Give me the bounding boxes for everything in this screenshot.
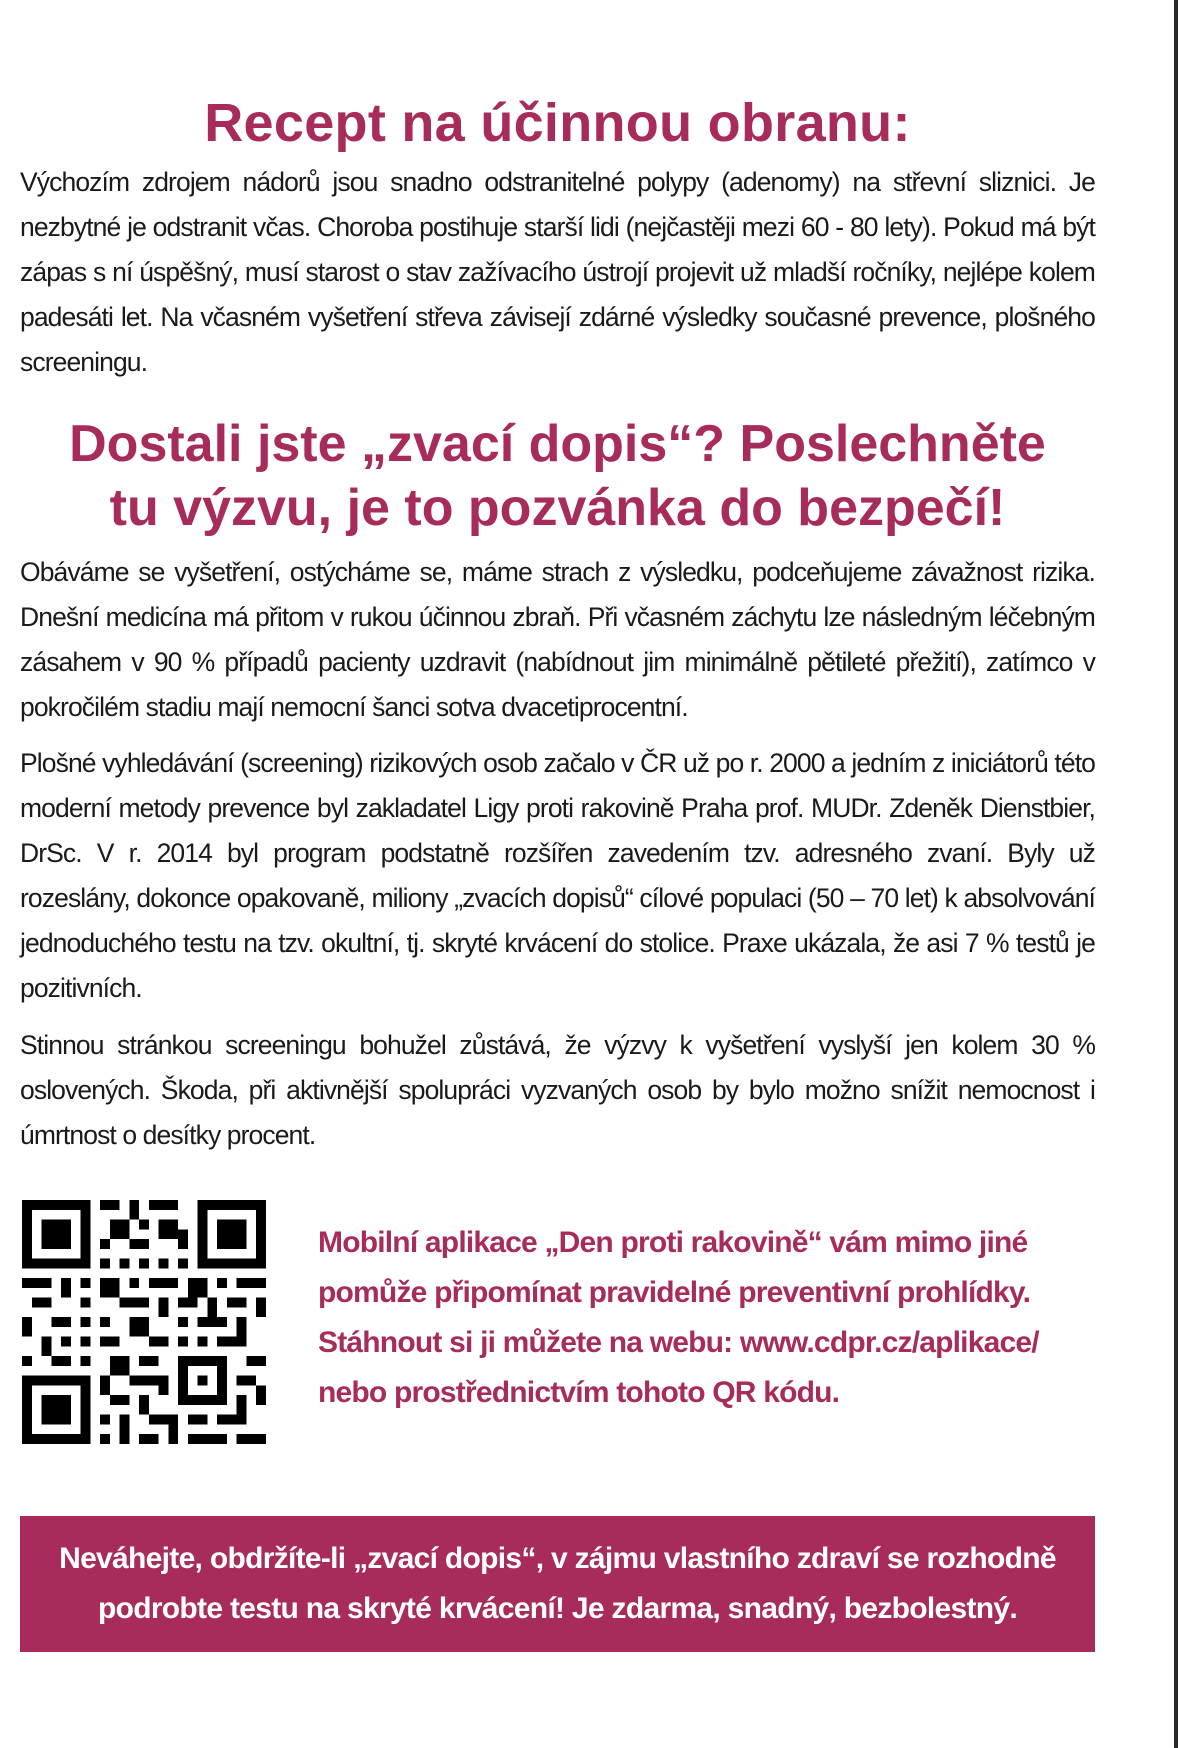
section-heading-recipe: Recept na účinnou obranu: [204,93,911,153]
heading-line-2: tu výzvu, je to pozvánka do bezpečí! [109,479,1006,537]
paragraph-screening-history: Plošné vyhledávání (screening) rizikových osob začalo v ČR už po r. 2000 a jedním z iniciátorů této moderní metody prevence byl zakladatel Ligy proti rakovině Praha prof. MUDr. Zdeněk Dienstbier, DrSc. V r. 2014 byl program podstatně rozšířen zavedením tzv. adresného zvaní. Byly už rozeslány, dokonce opakovaně, miliony „zvacích dopisů“ cílové populaci (50 – 70 let) k absolvování jednoduchého testu na tzv. okultní, tj. skryté krvácení do stolice. Praxe ukázala, že asi 7 % testů je pozitivních. [20,748,1095,1003]
heading-line-1: Dostali jste „zvací dopis“? Poslechněte [69,415,1046,473]
paragraph-fear: Obáváme se vyšetření, ostýcháme se, máme strach z výsledku, podceňujeme závažnost rizika. Dnešní medicína má přitom v rukou účinnou zbraň. Při včasném záchytu lze následným léčebným zásahem v 90 % případů pacienty uzdravit (nabídnout jim minimálně pětileté přežití), zatímco v pokročilém stadiu mají nemocní šanci sotva dvacetiprocentní. [20,557,1095,722]
qr-code-icon[interactable] [22,1200,266,1444]
banner-text: Neváhejte, obdržíte-li „zvací dopis“, v zájmu vlastního zdraví se rozhodně podrobte testu na skryté krvácení! Je zdarma, snadný, bezbolestný. [59,1542,1056,1625]
section-heading-invitation [20,412,1095,540]
page-edge-rule [1174,0,1178,1748]
paragraph-polyps: Výchozím zdrojem nádorů jsou snadno odstranitelné polypy (adenomy) na střevní sliznici. Je nezbytné je odstranit včas. Choroba postihuje starší lidi (nejčastěji mezi 60 - 80 lety). Pokud má být zápas s ní úspěšný, musí starost o stav zažívacího ústrojí projevit už mladší ročníky, nejlépe kolem padesáti let. Na včasném vyšetření střeva závisejí zdárné výsledky současné prevence, plošného screeningu. [20,167,1095,377]
mobile-app-note: Mobilní aplikace „Den proti rakovině“ vám mimo jiné pomůže připomínat pravidelné preventivní prohlídky. Stáhnout si ji můžete na webu: www.cdpr.cz/aplikace/ nebo prostřednictvím tohoto QR kódu. [318,1226,1039,1409]
paragraph-screening-response: Stinnou stránkou screeningu bohužel zůstává, že výzvy k vyšetření vyslyší jen kolem 30 % oslovených. Škoda, při aktivnější spolupráci vyzvaných osob by bylo možno snížit nemocnost i úmrtnost o desítky procent. [20,1030,1095,1150]
call-to-action-banner [20,1516,1095,1652]
